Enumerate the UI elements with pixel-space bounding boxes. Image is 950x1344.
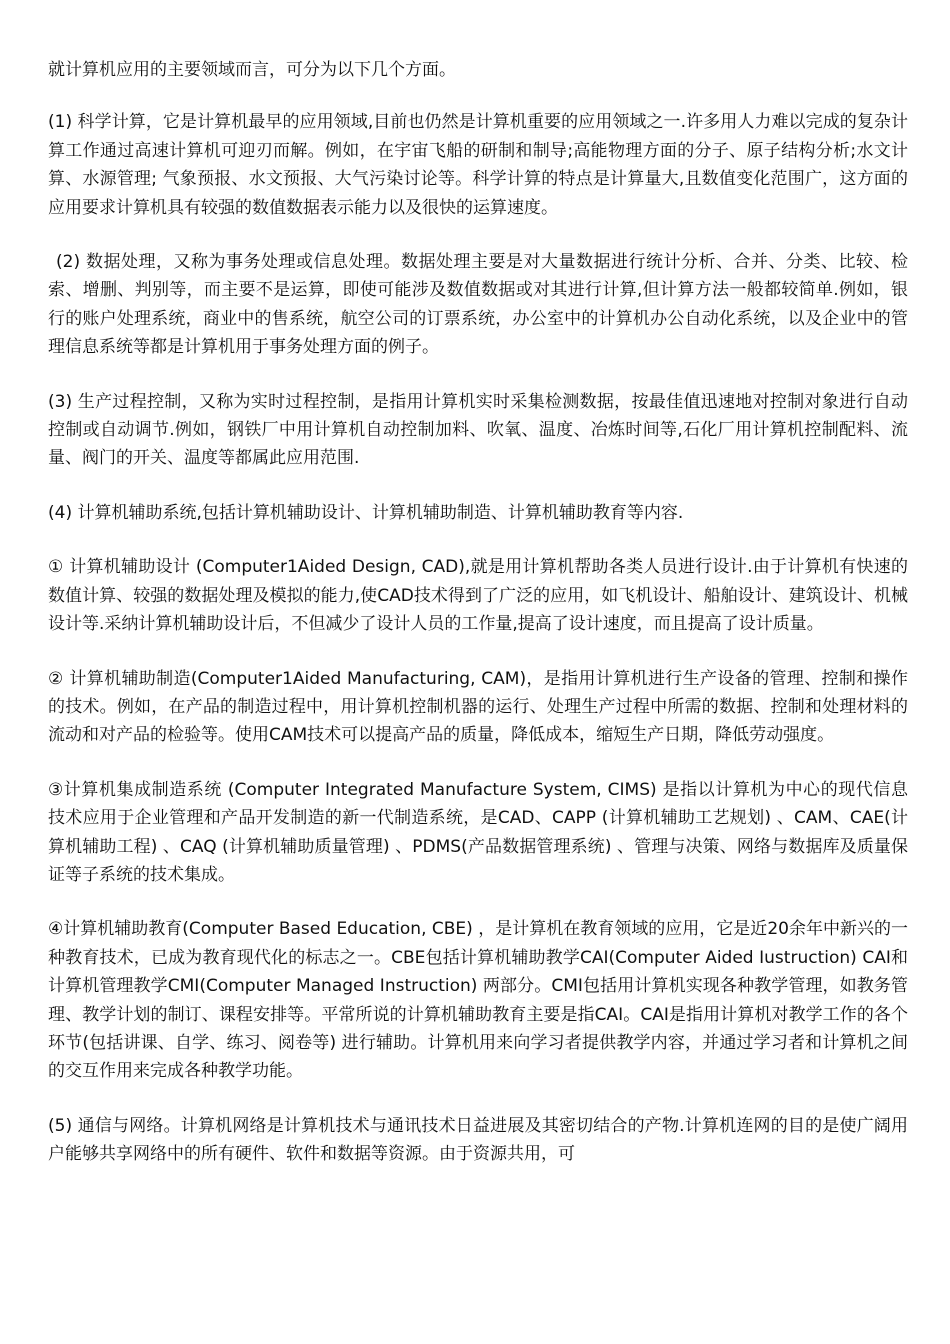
paragraph-cbe: ④计算机辅助教育(Computer Based Education, CBE) ，是计算机在教育领域的应用，它是近20余年中新兴的一种教育技术，已成为教育现代化的标志之一。CBE包括计算机辅助教学CAI(Computer Aided Iustruction) CAI和计算机管理教学CMI(Computer Managed Instruction) 两部分。CMI包括用计算机实现各种教学管理，如教务管理、教学计划的制订、课程安排等。平常所说的计算机辅助教育主要是指CAI。CAI是指用计算机对教学工作的各个环节(包括讲课、自学、练习、阅卷等) 进行辅助。计算机用来向学习者提供教学内容，并通过学习者和计算机之间的交互作用来完成各种教学功能。 <box>48 919 908 1082</box>
paragraph-cam: ② 计算机辅助制造(Computer1Aided Manufacturing, CAM)，是指用计算机进行生产设备的管理、控制和操作的技术。例如，在产品的制造过程中，用计算机控制机器的运行、处理生产过程中所需的数据、控制和处理材料的流动和对产品的检验等。使用CAM技术可以提高产品的质量，降低成本，缩短生产日期，降低劳动强度。 <box>48 668 908 746</box>
paragraph-process-control: (3) 生产过程控制，又称为实时过程控制，是指用计算机实时采集检测数据，按最佳值迅速地对控制对象进行自动控制或自动调节.例如，钢铁厂中用计算机自动控制加料、吹氧、温度、冶炼时间等,石化厂用计算机控制配料、流量、阀门的开关、温度等都属此应用范围. <box>48 391 908 469</box>
paragraph-cims: ③计算机集成制造系统 (Computer Integrated Manufacture System, CIMS) 是指以计算机为中心的现代信息技术应用于企业管理和产品开发制造的新一代制造系统，是CAD、CAPP (计算机辅助工艺规划) 、CAM、CAE(计算机辅助工程) 、CAQ (计算机辅助质量管理) 、PDMS(产品数据管理系统) 、管理与决策、网络与数据库及质量保证等子系统的技术集成。 <box>48 779 908 885</box>
paragraph-cad: ① 计算机辅助设计 (Computer1Aided Design, CAD),就是用计算机帮助各类人员进行设计.由于计算机有快速的数值计算、较强的数据处理及模拟的能力,使CAD技术得到了广泛的应用，如飞机设计、船舶设计、建筑设计、机械设计等.采纳计算机辅助设计后，不但减少了设计人员的工作量,提高了设计速度，而且提高了设计质量。 <box>48 557 908 635</box>
paragraph-network: (5) 通信与网络。计算机网络是计算机技术与通讯技术日益进展及其密切结合的产物.计算机连网的目的是使广阔用户能够共享网络中的所有硬件、软件和数据等资源。由于资源共用，可 <box>48 1115 908 1165</box>
intro-paragraph: 就计算机应用的主要领域而言，可分为以下几个方面。 <box>48 60 456 80</box>
paragraph-data-processing: (2) 数据处理，又称为事务处理或信息处理。数据处理主要是对大量数据进行统计分析、合并、分类、比较、检索、增删、判别等，而主要不是运算，即使可能涉及数值数据或对其进行计算,但计算方法一般都较简单.例如，银行的账户处理系统，商业中的售系统，航空公司的订票系统，办公室中的计算机办公自动化系统，以及企业中的管理信息系统等都是计算机用于事务处理方面的例子。 <box>48 252 908 358</box>
document-page <box>48 56 908 1195</box>
paragraph-computer-aided-systems: (4) 计算机辅助系统,包括计算机辅助设计、计算机辅助制造、计算机辅助教育等内容. <box>48 502 684 523</box>
paragraph-scientific-computing: (1) 科学计算，它是计算机最早的应用领域,目前也仍然是计算机重要的应用领域之一.许多用人力难以完成的复杂计算工作通过高速计算机可迎刃而解。例如，在宇宙飞船的研制和制导;高能物理方面的分子、原子结构分析;水文计算、水源管理; 气象预报、水文预报、大气污染讨论等。科学计算的特点是计算量大,且数值变化范围广，这方面的应用要求计算机具有较强的数值数据表示能力以及很快的运算速度。 <box>48 112 908 218</box>
